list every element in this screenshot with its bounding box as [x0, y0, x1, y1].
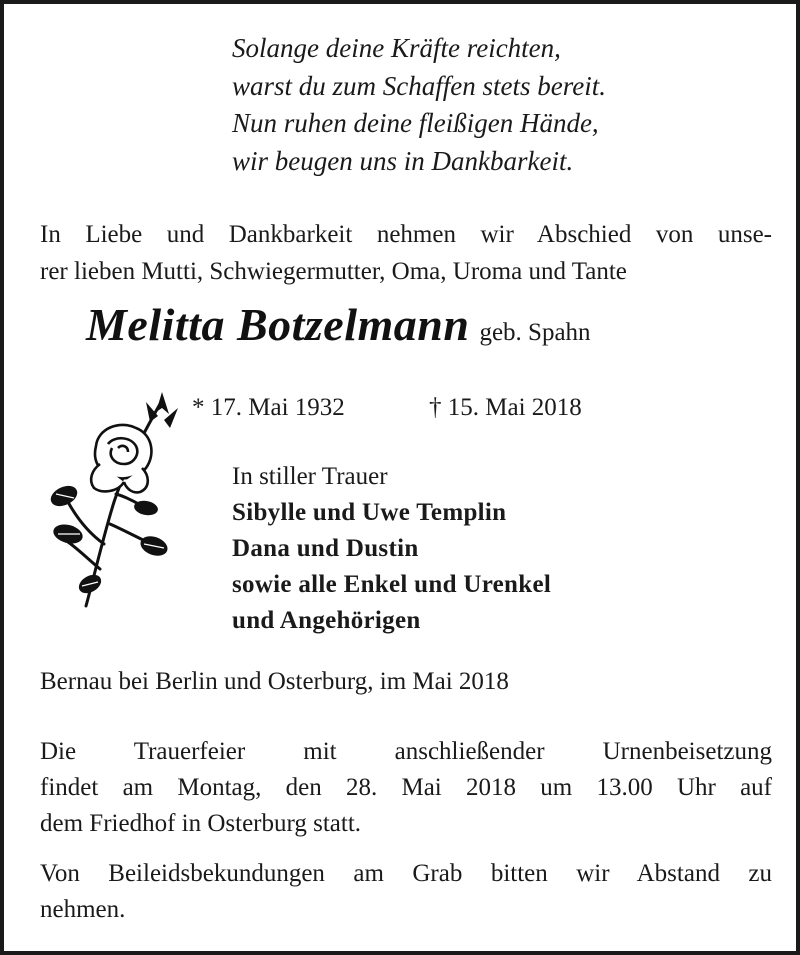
ceremony-line: Die Trauerfeier mit anschließender Urnenbeisetzung [40, 738, 772, 765]
ceremony-text [40, 734, 772, 842]
ceremony-line: findet am Montag, den 28. Mai 2018 um 13.00 Uhr auf [40, 774, 772, 801]
poem-line: Nun ruhen deine fleißigen Hände, [232, 108, 599, 138]
condolence-text [40, 856, 772, 928]
poem-line: wir beugen uns in Dankbarkeit. [232, 145, 574, 176]
birth-date: * 17. Mai 1932 [192, 394, 345, 421]
intro-line: rer lieben Mutti, Schwiegermutter, Oma, Uroma und Tante [40, 258, 627, 285]
condolence-line: nehmen. [40, 896, 126, 923]
death-date: † 15. Mai 2018 [429, 394, 582, 421]
intro-text [40, 216, 772, 290]
mourners-block [232, 459, 551, 639]
mourner-name: und Angehörigen [232, 607, 421, 634]
rose-icon [38, 384, 188, 609]
mourners-heading: In stiller Trauer [232, 463, 388, 490]
poem-line: Solange deine Kräfte reichten, [232, 33, 561, 63]
place-date: Bernau bei Berlin und Osterburg, im Mai 2018 [40, 668, 509, 695]
mourner-name: sowie alle Enkel und Urenkel [232, 571, 552, 598]
birth-name: geb. Spahn [479, 319, 591, 346]
mourner-name: Sibylle und Uwe Templin [232, 499, 507, 526]
intro-line: In Liebe und Dankbarkeit nehmen wir Abschied von unse- [40, 221, 772, 248]
deceased-name-line [86, 298, 591, 351]
poem-line: warst du zum Schaffen stets bereit. [232, 70, 606, 101]
ceremony-line: dem Friedhof in Osterburg statt. [40, 810, 362, 837]
condolence-line: Von Beileidsbekundungen am Grab bitten wir Abstand zu [40, 860, 772, 887]
deceased-name: Melitta Botzelmann [86, 299, 470, 350]
mourner-name: Dana und Dustin [232, 535, 419, 562]
poem [232, 30, 606, 180]
